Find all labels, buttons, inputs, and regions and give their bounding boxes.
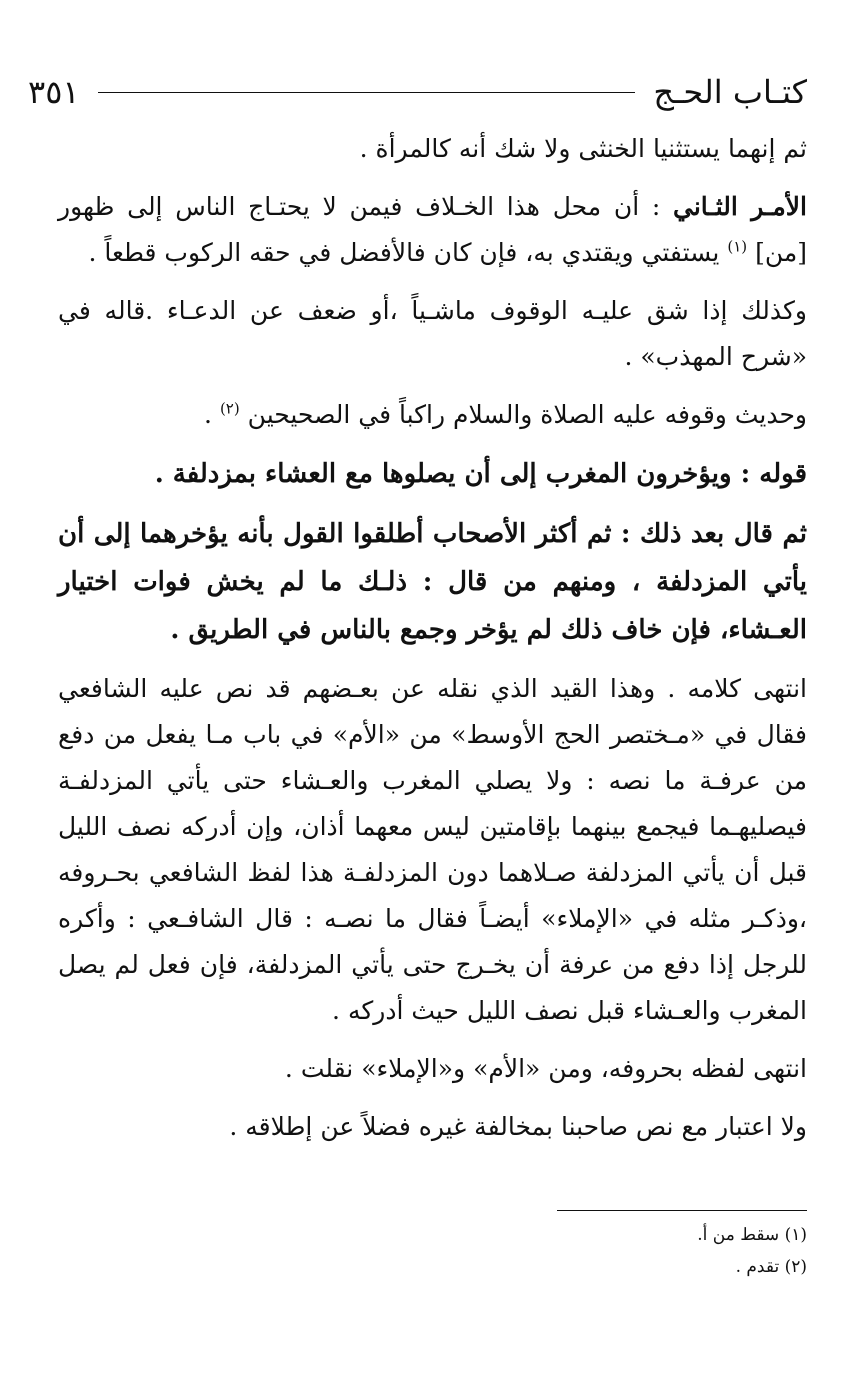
paragraph-2-after: يستفتي ويقتدي به، فإن كان فالأفضل في حقه الركوب قطعاً . <box>88 238 728 267</box>
paragraph-2-text: : أن محل هذا الخـلاف فيمن لا يحتـاج الناس إلى ظهور [من] <box>58 192 807 267</box>
closing-paragraph-2: انتهى لفظه بحروفه، ومن «الأم» و«الإملاء» نقلت . <box>284 1054 807 1083</box>
paragraph-2 <box>58 184 807 276</box>
closing-paragraph-3: ولا اعتبار مع نص صاحبنا بمخالفة غيره فضلاً عن إطلاقه . <box>229 1112 807 1141</box>
header-rule <box>98 92 636 93</box>
paragraph-1 <box>58 126 807 172</box>
page-number: ٣٥١ <box>28 73 80 111</box>
quote-1: قوله : ويؤخرون المغرب إلى أن يصلوها مع العشاء بمزدلفة . <box>154 459 807 489</box>
paragraph-4-text: وحديث وقوفه عليه الصلاة والسلام راكباً في الصحيحين <box>247 400 807 429</box>
footnote-ref-1[interactable]: (١) <box>727 237 748 256</box>
paragraph-4 <box>58 392 807 438</box>
footnotes <box>58 1210 807 1283</box>
footnote-rule <box>557 1210 807 1211</box>
running-header <box>28 70 807 114</box>
quote-2: ثم قال بعد ذلك : ثم أكثر الأصحاب أطلقوا القول بأنه يؤخرهما إلى أن يأتي المزدلفة ، ومنهم من قال : ذلـك ما لم يخش فوات اختيار العـشاء، فإن خاف ذلك لم يؤخر وجمع بالناس في الطريق . <box>58 519 807 645</box>
main-text <box>58 126 807 1162</box>
paragraph-3-text: وكذلك إذا شق عليـه الوقوف ماشـياً ،أو ضعف عن الدعـاء .قاله في «شرح المهذب» . <box>58 296 807 371</box>
paragraph-2-lead: الأمـر الثـاني <box>672 192 807 221</box>
footnote-2: (٢) تقدم . <box>735 1257 807 1277</box>
paragraph-3 <box>58 288 807 380</box>
closing-paragraph-1: انتهى كلامه . وهذا القيد الذي نقله عن بعـضهم قد نص عليه الشافعي فقال في «مـختصر الحج الأوسط» من «الأم» في باب مـا يفعل من دفع من عرفـة ما نصه : ولا يصلي المغرب والعـشاء حتى يأتي المزدلفـة فيصليهـما فيجمع بينهما بإقامتين ليس معهما أذان، وإن أدركه نصف الليل قبل أن يأتي المزدلفة صـلاهما دون المزدلفـة هذا لفظ الشافعي بحـروفه ،وذكـر مثله في «الإملاء» أيضـاً فقال ما نصـه : قال الشافـعي : وأكره للرجل إذا دفع من عرفة أن يخـرج حتى يأتي المزدلفة، فإن فعل لم يصل المغرب والعـشاء قبل نصف الليل حيث أدركه . <box>58 674 807 1025</box>
paragraph-4-after: . <box>204 400 220 429</box>
paragraph-1-text: ثم إنهما يستثنيا الخنثى ولا شك أنه كالمرأة . <box>359 134 807 163</box>
footnote-ref-2[interactable]: (٢) <box>219 399 240 418</box>
book-title: كتـاب الحـج <box>653 73 807 111</box>
footnote-1: (١) سقط من أ. <box>697 1225 807 1245</box>
